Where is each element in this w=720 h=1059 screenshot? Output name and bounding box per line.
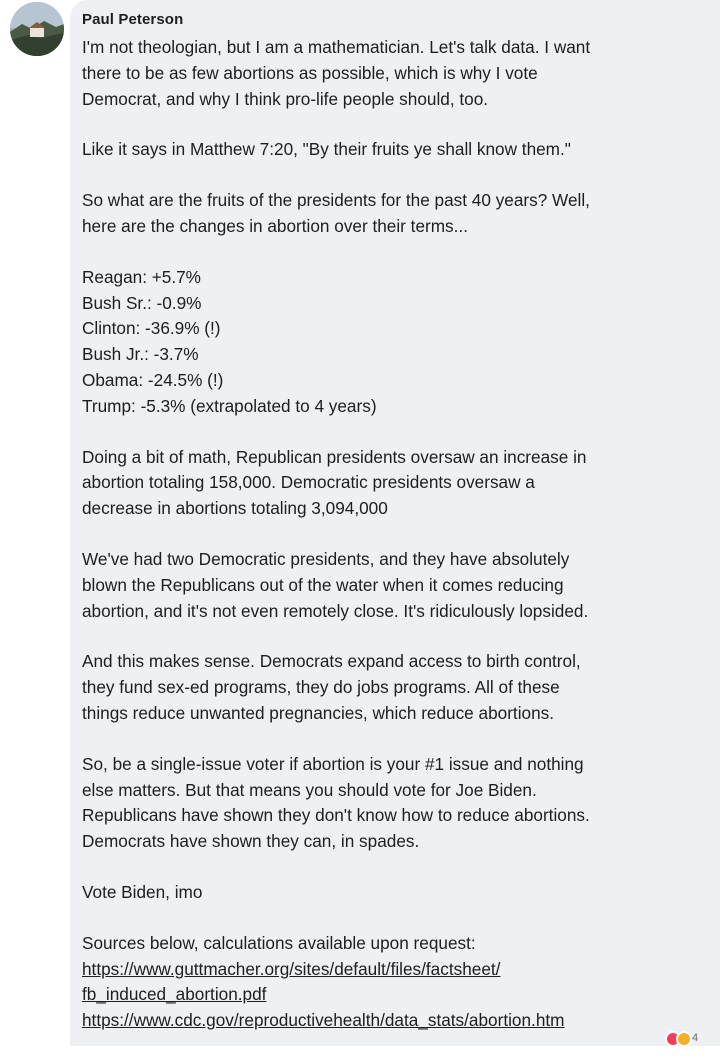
comment-line: decrease in abortions totaling 3,094,000	[82, 498, 388, 519]
comment-line: things reduce unwanted pregnancies, which reduce abortions.	[82, 702, 555, 723]
comment-line: Democrat, and why I think pro-life people should, too.	[82, 88, 489, 109]
comment-line: And this makes sense. Democrats expand access to birth control,	[82, 651, 581, 672]
sources-intro: Sources below, calculations available upon request:	[82, 932, 476, 953]
comment-line: Doing a bit of math, Republican presidents oversaw an increase in	[82, 446, 587, 467]
reaction-count: 4	[692, 1032, 699, 1044]
comment-line: abortion totaling 158,000. Democratic presidents oversaw a	[82, 472, 535, 493]
avatar-landscape-icon	[10, 2, 64, 56]
avatar[interactable]	[10, 2, 64, 56]
comment-paragraph	[82, 265, 712, 420]
comment-paragraph	[82, 649, 712, 726]
comment-line: Bush Jr.: -3.7%	[82, 344, 199, 365]
comment-line: Clinton: -36.9% (!)	[82, 318, 221, 339]
care-reaction-icon	[676, 1031, 692, 1047]
sources-paragraph	[82, 931, 712, 1034]
comment-paragraph	[82, 137, 712, 163]
comment-line: I'm not theologian, but I am a mathematician. Let's talk data. I want	[82, 37, 591, 57]
comment-line: Reagan: +5.7%	[82, 266, 201, 287]
comment-line: abortion, and it's not even remotely close. It's ridiculously lopsided.	[82, 600, 589, 621]
comment-line: blown the Republicans out of the water when it comes reducing	[82, 574, 564, 595]
comment-line: Like it says in Matthew 7:20, "By their fruits ye shall know them."	[82, 139, 571, 160]
comment-paragraph	[82, 880, 712, 906]
comment-line: Vote Biden, imo	[82, 881, 203, 902]
source-link[interactable]: https://www.cdc.gov/reproductivehealth/data_stats/abortion.htm	[82, 1010, 565, 1031]
comment-paragraph	[82, 35, 712, 112]
comment-line: else matters. But that means you should vote for Joe Biden.	[82, 779, 537, 800]
author-name[interactable]: Paul Peterson	[82, 11, 184, 28]
comment-line: So what are the fruits of the presidents for the past 40 years? Well,	[82, 190, 590, 211]
comment-line: Obama: -24.5% (!)	[82, 369, 224, 390]
comment-paragraph	[82, 188, 712, 240]
source-link[interactable]: https://www.guttmacher.org/sites/default/files/factsheet/	[82, 958, 501, 979]
source-link[interactable]: fb_induced_abortion.pdf	[82, 984, 267, 1005]
comment-line: there to be as few abortions as possible, which is why I vote	[82, 62, 538, 83]
comment-body	[82, 35, 712, 1059]
comment-paragraph	[82, 752, 712, 855]
comment-line: they fund sex-ed programs, they do jobs programs. All of these	[82, 677, 560, 698]
comment-line: Republicans have shown they don't know how to reduce abortions.	[82, 805, 590, 826]
comment-line: So, be a single-issue voter if abortion is your #1 issue and nothing	[82, 753, 584, 774]
reactions-summary[interactable]	[665, 1031, 705, 1046]
comment-paragraph	[82, 445, 712, 522]
comment-line: Democrats have shown they can, in spades.	[82, 831, 420, 852]
comment-line: Trump: -5.3% (extrapolated to 4 years)	[82, 395, 377, 416]
comment-line: Bush Sr.: -0.9%	[82, 292, 202, 313]
comment-line: We've had two Democratic presidents, and they have absolutely	[82, 548, 570, 569]
comment-paragraph	[82, 547, 712, 624]
comment-line: here are the changes in abortion over their terms...	[82, 215, 468, 236]
